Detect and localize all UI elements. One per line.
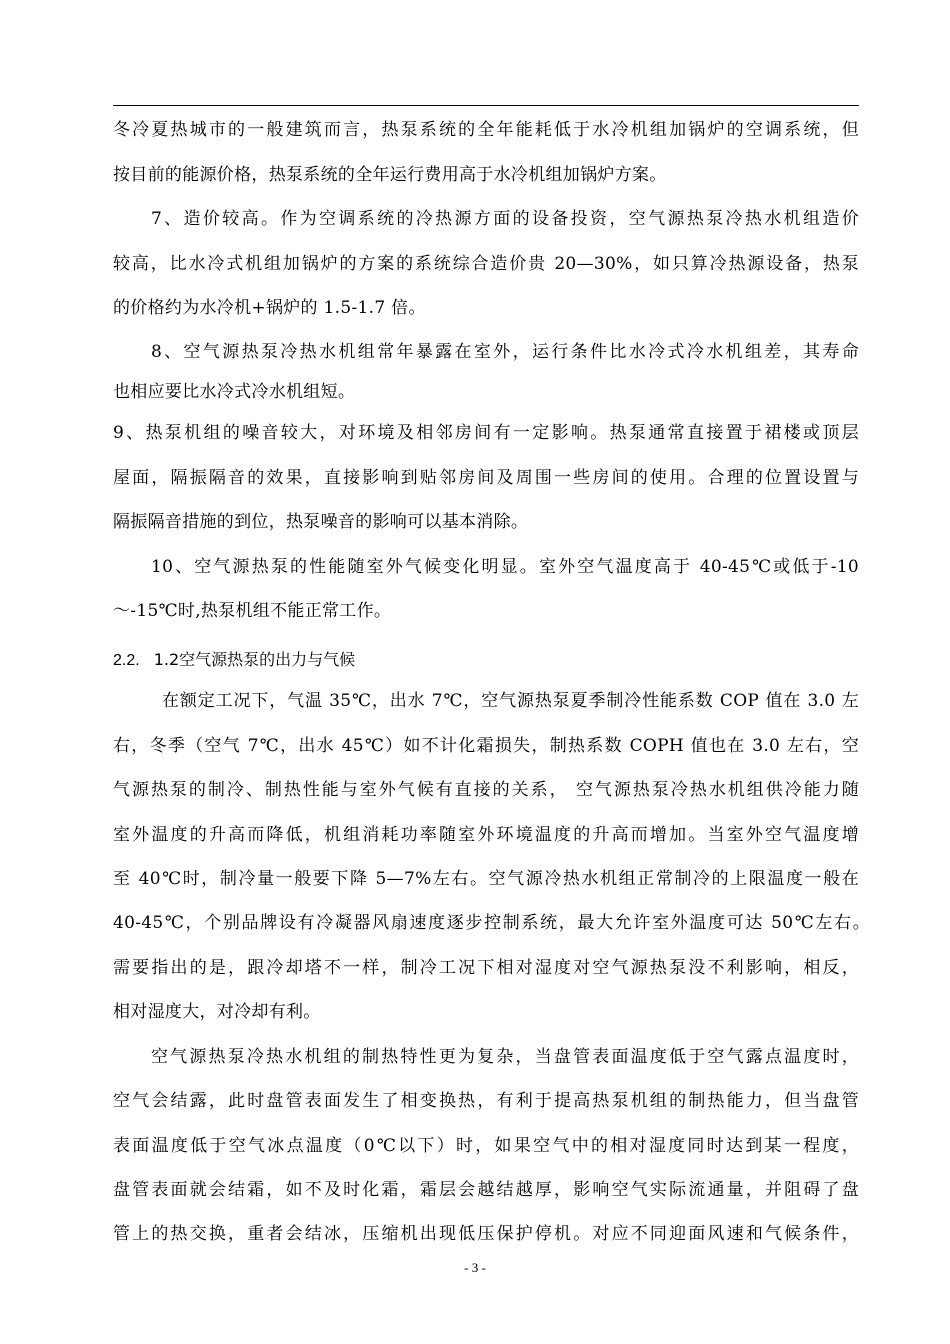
- text-line: 气源热泵的制冷、制热性能与室外气候有直接的关系， 空气源热泵冷热水机组供冷能力随: [113, 780, 859, 800]
- text-line: 9、热泵机组的噪音较大，对环境及相邻房间有一定影响。热泵通常直接置于裙楼或顶层: [113, 423, 859, 443]
- text-line: 按目前的能源价格，热泵系统的全年运行费用高于水冷机组加锅炉方案。: [113, 165, 667, 185]
- text-line: 隔振隔音措施的到位，热泵噪音的影响可以基本消除。: [113, 512, 529, 532]
- text-line: 右，冬季（空气 7℃，出水 45℃）如不计化霜损失，制热系数 COPH 值也在 3.0 左右，空: [113, 736, 859, 756]
- text-line: 7、造价较高。作为空调系统的冷热源方面的设备投资，空气源热泵冷热水机组造价: [151, 209, 859, 229]
- section-number: 2.2.: [113, 652, 140, 669]
- text-line: 40-45℃，个别品牌设有冷凝器风扇速度逐步控制系统，最大允许室外温度可达 50℃左右。: [113, 913, 870, 933]
- text-line: 表面温度低于空气冰点温度（0℃以下）时，如果空气中的相对湿度同时达到某一程度，: [113, 1136, 859, 1156]
- section-title: 1.2空气源热泵的出力与气候: [153, 650, 356, 669]
- text-line: 至 40℃时，制冷量一般要下降 5—7%左右。空气源冷热水机组正常制冷的上限温度一般在: [113, 869, 859, 889]
- text-line: 盘管表面就会结霜，如不及时化霜，霜层会越结越厚，影响空气实际流通量，并阻碍了盘: [113, 1180, 859, 1200]
- text-line: 8、空气源热泵冷热水机组常年暴露在室外，运行条件比水冷式冷水机组差，其寿命: [151, 342, 859, 362]
- text-line: 10、空气源热泵的性能随室外气候变化明显。室外空气温度高于 40-45℃或低于-10: [151, 557, 859, 577]
- text-line: 冬冷夏热城市的一般建筑而言，热泵系统的全年能耗低于水冷机组加锅炉的空调系统，但: [113, 120, 859, 140]
- text-line: 较高，比水冷式机组加锅炉的方案的系统综合造价贵 20—30%，如只算冷热源设备，热泵: [113, 254, 859, 274]
- section-heading: [113, 649, 355, 672]
- header-rule: [113, 105, 859, 106]
- text-line: 屋面，隔振隔音的效果，直接影响到贴邻房间及周围一些房间的使用。合理的位置设置与: [113, 468, 859, 488]
- text-line: ～-15℃时,热泵机组不能正常工作。: [113, 601, 392, 621]
- text-line: 也相应要比水冷式冷水机组短。: [113, 382, 356, 402]
- text-line: 相对湿度大，对冷却有利。: [113, 1002, 321, 1022]
- text-line: 管上的热交换，重者会结冰，压缩机出现低压保护停机。对应不同迎面风速和气候条件，: [113, 1224, 859, 1244]
- text-line: 空气会结露，此时盘管表面发生了相变换热，有利于提高热泵机组的制热能力，但当盘管: [113, 1091, 859, 1111]
- text-line: 的价格约为水冷机+锅炉的 1.5-1.7 倍。: [113, 298, 426, 318]
- page-number: - 3 -: [464, 1260, 486, 1275]
- text-line: 室外温度的升高而降低，机组消耗功率随室外环境温度的升高而增加。当室外空气温度增: [113, 825, 859, 845]
- text-line: 在额定工况下，气温 35℃，出水 7℃，空气源热泵夏季制冷性能系数 COP 值在 3.0 左: [162, 691, 859, 711]
- text-line: 空气源热泵冷热水机组的制热特性更为复杂，当盘管表面温度低于空气露点温度时，: [151, 1047, 859, 1067]
- text-line: 需要指出的是，跟冷却塔不一样，制冷工况下相对湿度对空气源热泵没不利影响，相反，: [113, 958, 859, 978]
